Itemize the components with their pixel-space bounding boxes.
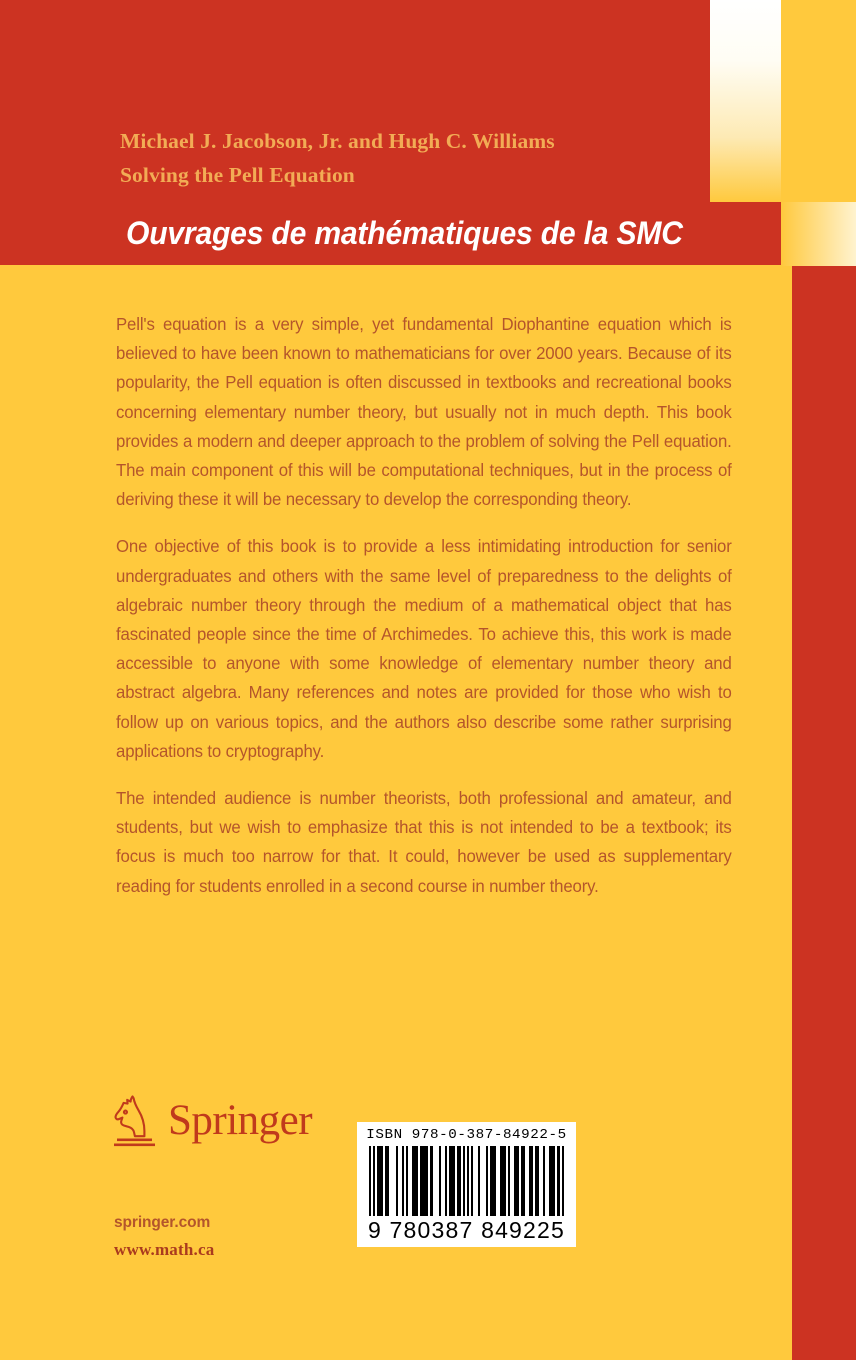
- ean-digits: 9 780387 849225: [367, 1217, 566, 1243]
- back-cover-blurb: [116, 310, 754, 901]
- book-title: Solving the Pell Equation: [120, 163, 355, 187]
- series-title: Ouvrages de mathématiques de la SMC: [126, 215, 683, 251]
- isbn-label: ISBN 978-0-387-84922-5: [366, 1127, 567, 1143]
- top-yellow-column: [781, 0, 856, 202]
- springer-knight-icon: [112, 1093, 158, 1149]
- springer-logo: [112, 1090, 312, 1152]
- pale-gradient-patch: [781, 202, 856, 266]
- blurb-paragraph: One objective of this book is to provide a less intimidating introduction for senior undergraduates and others with the same level of preparedness to the delights of algebraic number theory through the medium of a mathematical object that has fascinated people since the time of Archimedes. To achieve this, this work is made accessible to anyone with some knowledge of elementary number theory and abstract algebra. Many references and notes are provided for those who wish to follow up on various topics, and the authors also describe some rather surprising applications to cryptography.: [116, 536, 732, 761]
- blurb-paragraph: Pell's equation is a very simple, yet fundamental Diophantine equation which is believed to have been known to mathematicians for over 2000 years. Because of its popularity, the Pell equation is often discussed in textbooks and recreational books concerning elementary number theory, but usually not in much depth. This book provides a modern and deeper approach to the problem of solving the Pell equation. The main component of this will be computational techniques, but in the process of deriving these it will be necessary to develop the corresponding theory.: [116, 314, 732, 510]
- springer-wordmark: Springer: [168, 1097, 313, 1144]
- cms-website-link[interactable]: www.math.ca: [114, 1240, 215, 1259]
- right-red-column: [792, 266, 856, 1360]
- isbn-barcode: [357, 1122, 576, 1247]
- blurb-paragraph: The intended audience is number theorists, both professional and amateur, and students, but we wish to emphasize that this is not intended to be a textbook; its focus is much too narrow for that. It could, however be used as supplementary reading for students enrolled in a second course in number theory.: [116, 788, 732, 896]
- springer-website-link[interactable]: springer.com: [114, 1214, 211, 1231]
- barcode-bars: [366, 1146, 567, 1216]
- authors-block: [120, 124, 740, 192]
- authors-line: Michael J. Jacobson, Jr. and Hugh C. Williams: [120, 129, 555, 153]
